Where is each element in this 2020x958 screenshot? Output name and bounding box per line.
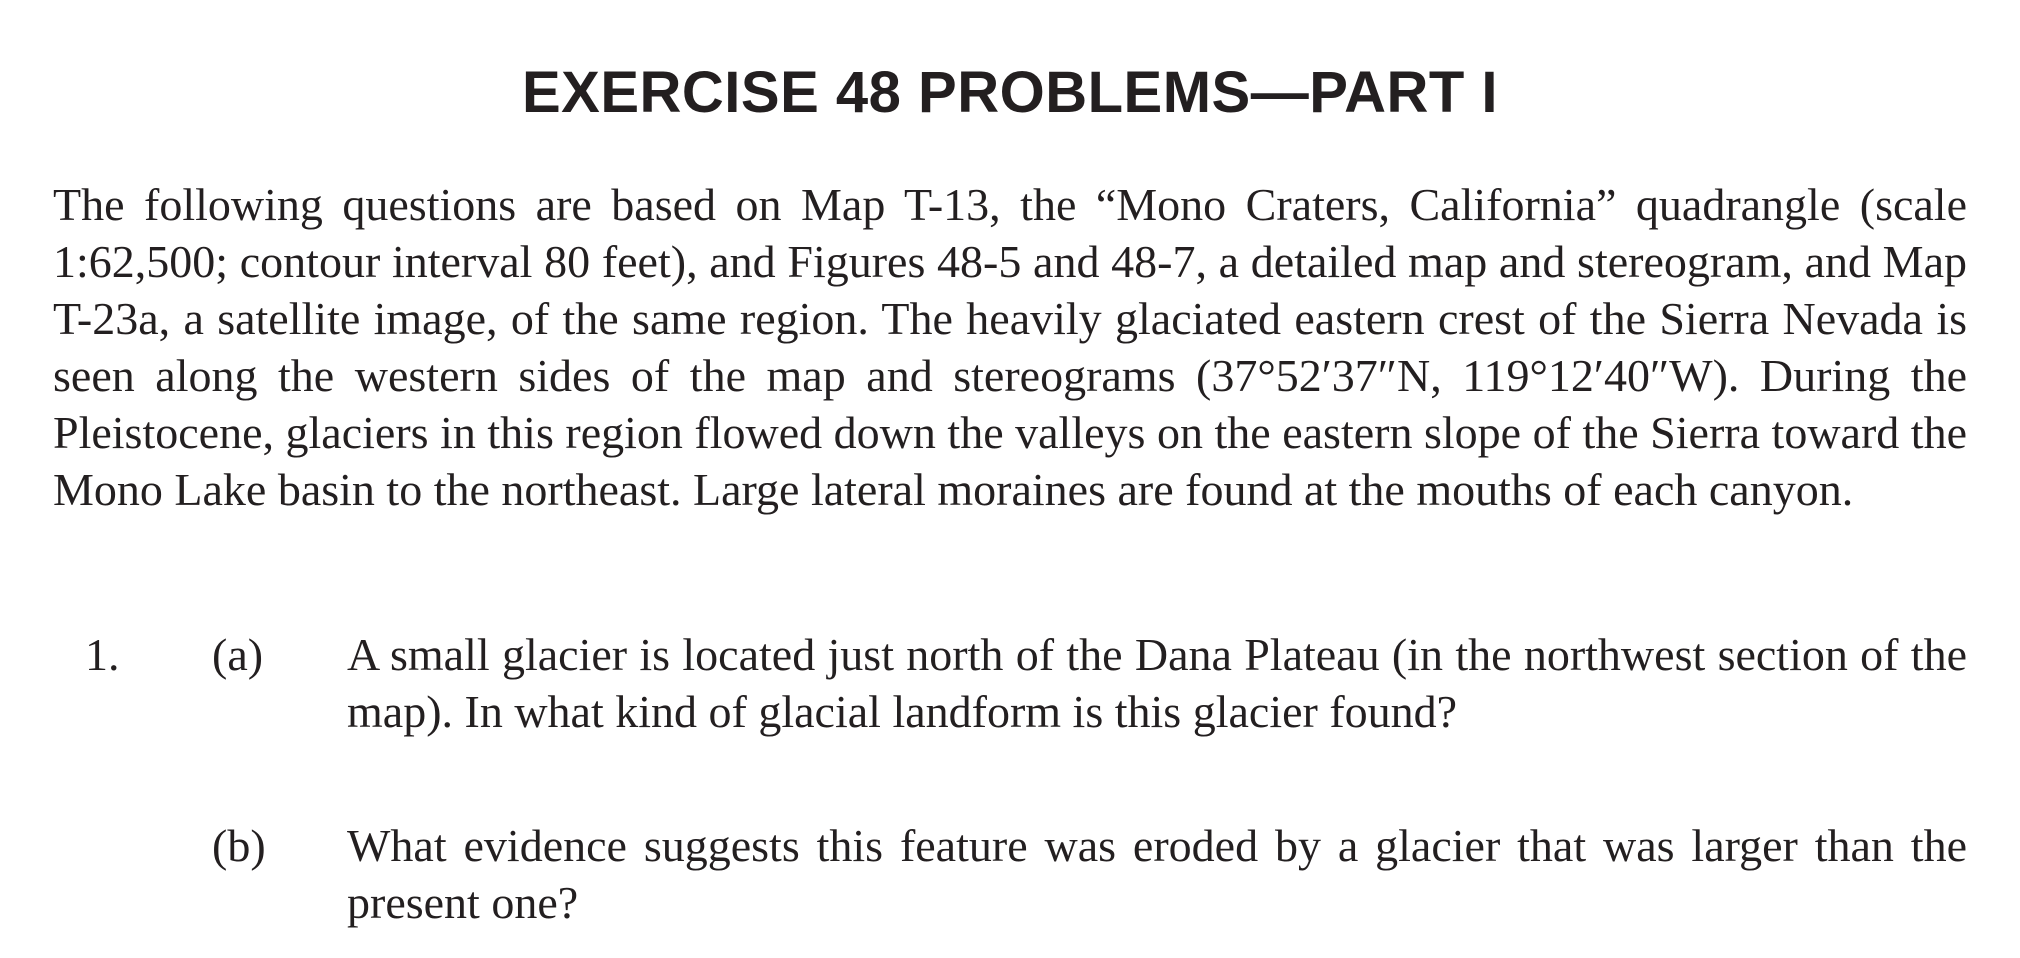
part-a-text: A small glacier is located just north of the Dana Plateau (in the northwest section of the map). In what kind of glacial landform is this glacier found? xyxy=(347,629,1967,737)
exercise-title: EXERCISE 48 PROBLEMS—PART I xyxy=(521,60,1499,125)
part-b-label: (b) xyxy=(212,820,266,871)
part-b-text: What evidence suggests this feature was eroded by a glacier that was larger than the present one? xyxy=(347,820,1967,928)
part-a-label: (a) xyxy=(212,629,264,680)
question-number: 1. xyxy=(85,629,120,680)
intro-paragraph: The following questions are based on Map T-13, the “Mono Craters, California” quadrangle (scale 1:62,500; contour interval 80 feet), and Figures 48-5 and 48-7, a detailed map and stereogram, and Map T-23a, a satellite image, of the same region. The heavily glaciated eastern crest of the Sierra Nevada is seen along the western sides of the map and stereograms (37°52′37″N, 119°12′40″W). During the Pleistocene, glaciers in this region flowed down the valleys on the eastern slope of the Sierra toward the Mono Lake basin to the northeast. Large lateral moraines are found at the mouths of each canyon. xyxy=(53,179,1967,515)
